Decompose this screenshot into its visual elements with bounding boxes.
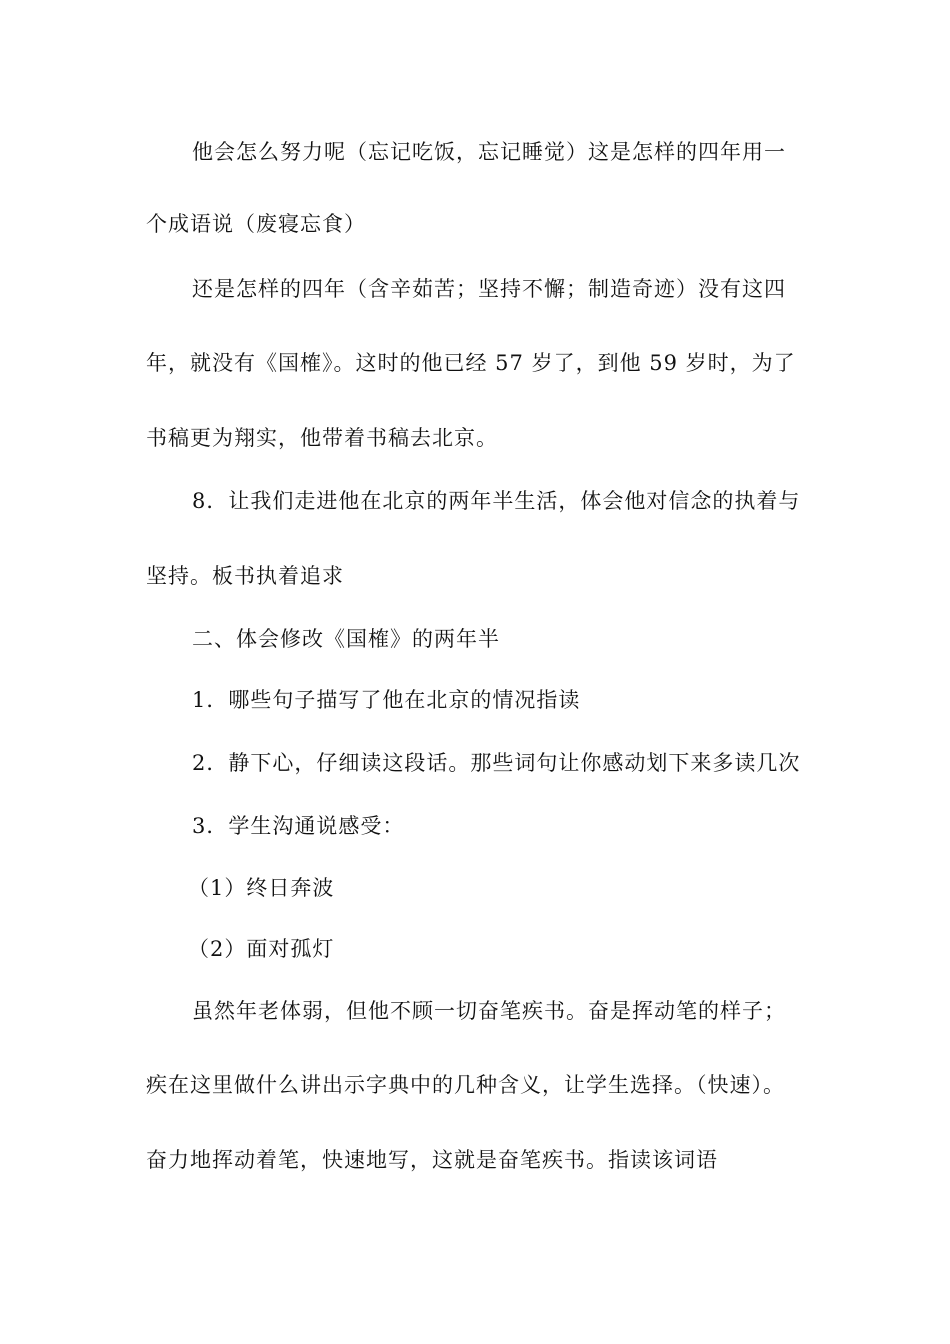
paragraph-line: 8．让我们走进他在北京的两年半生活，体会他对信念的执着与 — [192, 489, 801, 513]
paragraph-line: 疾在这里做什么讲出示字典中的几种含义，让学生选择。（快速）。 — [146, 1073, 785, 1097]
list-item: 1．哪些句子描写了他在北京的情况指读 — [192, 688, 581, 712]
section-heading: 二、体会修改《国榷》的两年半 — [192, 627, 500, 651]
paragraph-line: 他会怎么努力呢（忘记吃饭，忘记睡觉）这是怎样的四年用一 — [192, 140, 786, 164]
list-item: 3．学生沟通说感受： — [192, 814, 405, 838]
list-item: 2．静下心，仔细读这段话。那些词句让你感动划下来多读几次 — [192, 751, 801, 775]
paragraph-line: 奋力地挥动着笔，快速地写，这就是奋笔疾书。指读该词语 — [146, 1148, 718, 1172]
paragraph-line: 个成语说（废寝忘食） — [146, 212, 366, 236]
paragraph-line: 坚持。板书执着追求 — [146, 564, 344, 588]
list-item: （1）终日奔波 — [188, 876, 335, 900]
list-item: （2）面对孤灯 — [188, 937, 335, 961]
paragraph-line: 年，就没有《国榷》。这时的他已经 57 岁了，到他 59 岁时，为了 — [146, 351, 796, 375]
paragraph-line: 虽然年老体弱，但他不顾一切奋笔疾书。奋是挥动笔的样子； — [192, 999, 786, 1023]
paragraph-line: 书稿更为翔实，他带着书稿去北京。 — [146, 426, 498, 450]
paragraph-line: 还是怎样的四年（含辛茹苦；坚持不懈；制造奇迹）没有这四 — [192, 277, 786, 301]
